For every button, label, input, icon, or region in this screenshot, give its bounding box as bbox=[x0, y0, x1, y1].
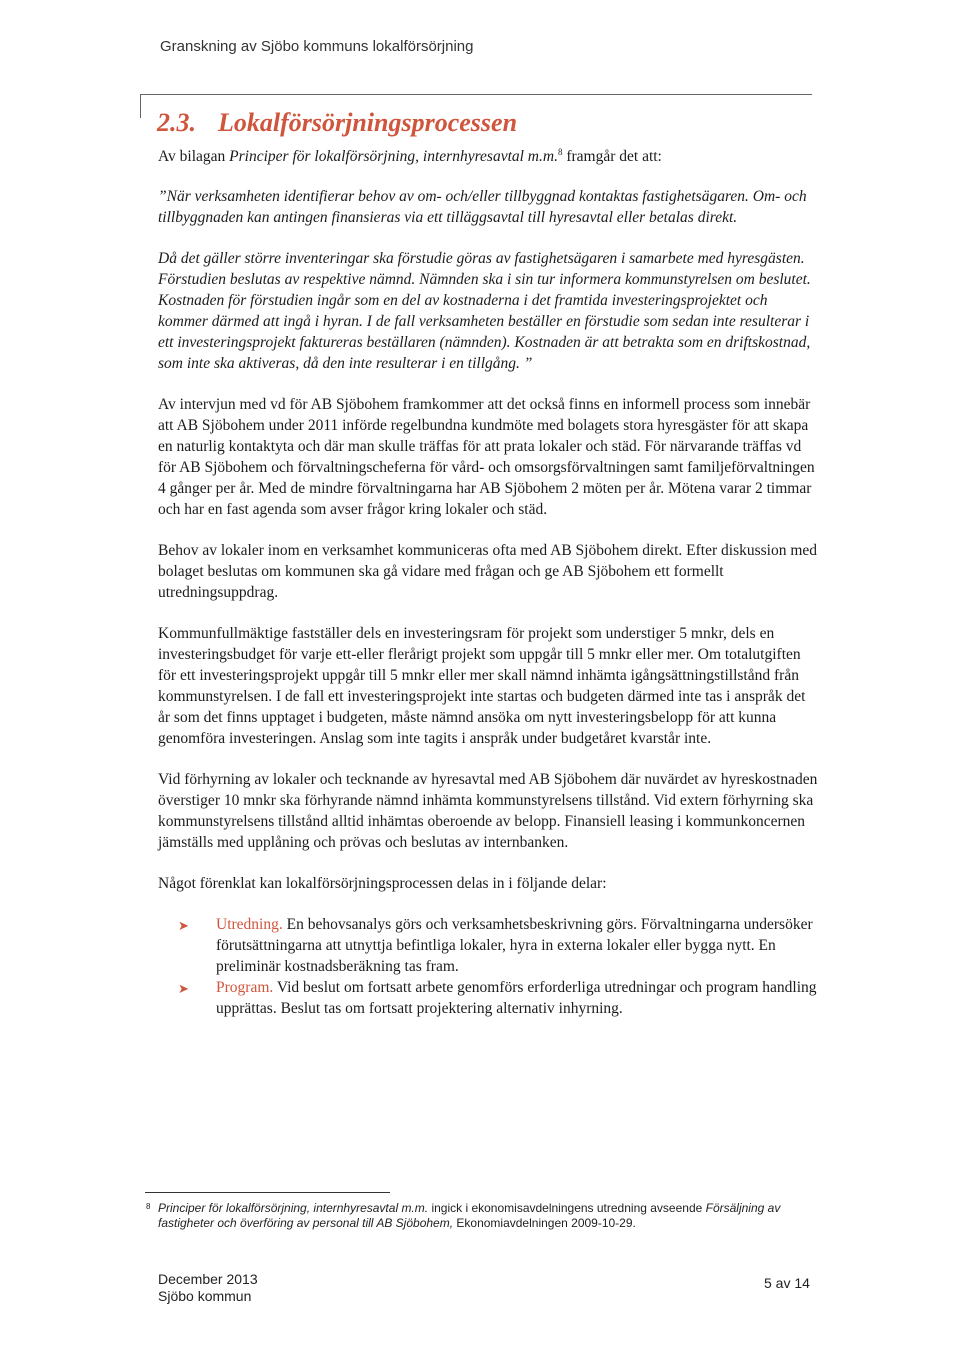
footnote-title: Principer för lokalförsörjning, internhyresavtal m.m. bbox=[158, 1201, 429, 1215]
footer-date: December 2013 bbox=[158, 1271, 258, 1287]
process-list bbox=[158, 914, 818, 1019]
intro-paragraph bbox=[158, 142, 818, 167]
paragraph-needs: Behov av lokaler inom en verksamhet kommuniceras ofta med AB Sjöbohem direkt. Efter diskussion med bolaget beslutas om kommunen ska gå vidare med frågan och ge AB Sjöbohem ett formellt utredningsuppdrag. bbox=[158, 542, 818, 602]
quote-paragraph-2: Då det gäller större inventeringar ska förstudie göras av fastighetsägaren i samarbete med hyresgästen. Förstudien beslutas av respektive nämnd. Nämnden ska i sin tur informera kommunstyrelsen om beslutet. Kostnaden för förstudien ingår som en del av kostnaderna i det framtida investeringsprojektet och kommer därmed att ingå i hyran. I de fall verksamheten beställer en förstudie som sedan inte resulterar i ett investeringsprojekt faktureras beställaren (nämnden). Kostnaden är att betrakta som en driftskostnad, som inte ska aktiveras, då den inte resulterar i en tillgång. ” bbox=[158, 250, 811, 373]
paragraph-leasing: Vid förhyrning av lokaler och tecknande av hyresavtal med AB Sjöbohem där nuvärdet av hyreskostnaden överstiger 10 mnkr ska förhyrande nämnd inhämta kommunstyrelsens tillstånd. Vid extern förhyrning ska kommunstyrelsens tillstånd alltid inhämtas oberoende av belopp. Finansiell leasing i kommunkoncernen jämställs med upplåning och prövas och beslutas av internbanken. bbox=[158, 771, 818, 852]
body-text bbox=[158, 142, 818, 1019]
quote-paragraph-1: ”När verksamheten identifierar behov av om- och/eller tillbyggnad kontaktas fastighetsägaren. Om- och tillbyggnaden kan antingen finansieras via ett tilläggsavtal till hyresavtal eller betalas direkt. bbox=[158, 188, 807, 227]
footnote-ref[interactable]: 8 bbox=[557, 147, 563, 157]
header-rule-vertical bbox=[140, 94, 141, 118]
paragraph-informal-process: Av intervjun med vd för AB Sjöbohem framkommer att det också finns en informell process som innebär att AB Sjöbohem under 2011 införde regelbundna kundmöte med bolagets stora hyresgäster för att skapa en naturlig kontaktyta och där man skulle träffas för att prata lokaler och städ. För närvarande träffas vd för AB Sjöbohem och förvaltningscheferna för vård- och omsorgsförvaltningen samt familjeförvaltningen 4 gånger per år. Med de mindre förvaltningarna har AB Sjöbohem 2 möten per år. Mötena varar 2 timmar och har en fast agenda som avser frågor kring lokaler och städ. bbox=[158, 396, 815, 519]
list-item-text: Vid beslut om fortsatt arbete genomförs erforderliga utredningar och program handling upprättas. Beslut tas om fortsatt projektering alternativ inhyrning. bbox=[216, 979, 817, 1018]
section-heading bbox=[157, 108, 517, 138]
header-rule bbox=[140, 94, 812, 95]
arrow-bullet-icon: ➤ bbox=[178, 981, 189, 997]
list-item-program bbox=[158, 977, 818, 1019]
footnote-text-2: Ekonomiavdelningen 2009-10-29. bbox=[453, 1216, 636, 1230]
intro-text: Av bilagan bbox=[158, 148, 230, 166]
intro-text-end: framgår det att: bbox=[562, 148, 662, 166]
footnote-title-2: Försäljning av fastigheter och överföring av personal till AB Sjöbohem, bbox=[158, 1201, 781, 1230]
intro-reference: Principer för lokalförsörjning, internhyresavtal m.m. bbox=[229, 148, 558, 166]
footer-organization: Sjöbo kommun bbox=[158, 1288, 252, 1304]
list-item-label: Utredning. bbox=[216, 916, 283, 934]
footer-left bbox=[158, 1271, 258, 1305]
page-number: 5 av 14 bbox=[764, 1275, 810, 1291]
footnote-text: ingick i ekonomisavdelningens utredning avseende bbox=[428, 1201, 706, 1215]
list-item-text: En behovsanalys görs och verksamhetsbeskrivning görs. Förvaltningarna undersöker förutsättningarna att utnyttja befintliga lokaler, hyra in externa lokaler eller bygga nytt. En preliminär kostnadsberäkning tas fram. bbox=[216, 916, 813, 976]
running-header: Granskning av Sjöbo kommuns lokalförsörjning bbox=[160, 38, 474, 55]
paragraph-investment: Kommunfullmäktige fastställer dels en investeringsram för projekt som understiger 5 mnkr, dels en investeringsbudget för varje ett-eller flerårigt projekt som uppgår till 5 mnkr eller mer. Om totalutgiften för ett investeringsprojekt uppgår till 5 mnkr eller mer skall nämnd inhämta igångsättningstillstånd från kommunstyrelsen. I de fall ett investeringsprojekt inte startas och budgeten därmed inte tas i anspråk det år som det finns upptaget i budgeten, måste nämnd ansöka om nytt investeringsbelopp för att kunna genomföra investeringen. Anslag som inte tagits i anspråk under budgetåret kvarstår inte. bbox=[158, 625, 806, 748]
footnote bbox=[146, 1201, 798, 1231]
section-title: Lokalförsörjningsprocessen bbox=[218, 108, 518, 137]
list-item-label: Program. bbox=[216, 979, 274, 997]
paragraph-process-intro: Något förenklat kan lokalförsörjningsprocessen delas in i följande delar: bbox=[158, 875, 607, 893]
section-number: 2.3. bbox=[157, 108, 196, 137]
arrow-bullet-icon: ➤ bbox=[178, 918, 189, 934]
footnote-number: 8 bbox=[146, 1202, 151, 1211]
footnote-rule bbox=[145, 1192, 390, 1193]
list-item-utredning bbox=[158, 914, 818, 977]
